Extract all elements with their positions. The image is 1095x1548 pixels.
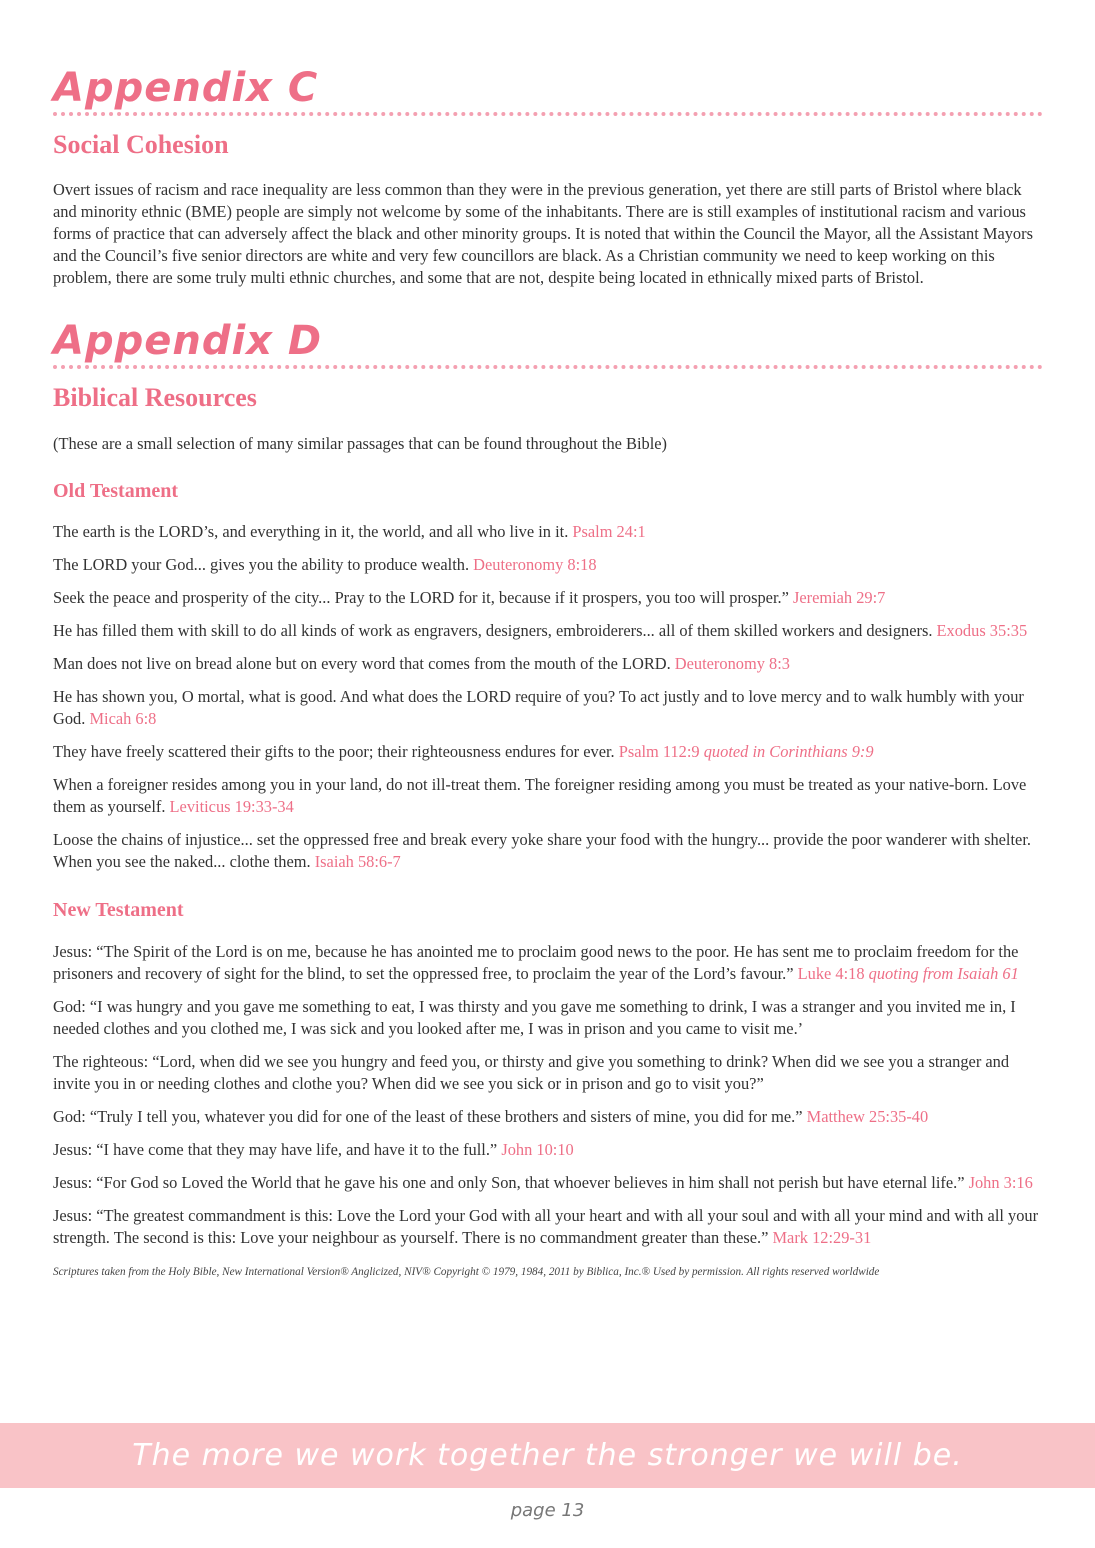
list-item <box>53 1205 1043 1249</box>
verse-reference: Psalm 112:9 <box>618 742 700 761</box>
biblical-resources-intro: (These are a small selection of many similar passages that can be found throughout the Bible) <box>53 434 668 453</box>
verse-text: Seek the peace and prosperity of the city... Pray to the LORD for it, because if it prospers, you too will prosper.” <box>53 588 793 607</box>
verse-text: The righteous: “Lord, when did we see you hungry and feed you, or thirsty and give you something to drink? When did we see you a stranger and invite you in or needing clothes and clothe you? When did we see you sick or in prison and go to visit you?” <box>53 1052 1010 1093</box>
list-item <box>53 941 1043 985</box>
appendix-d-title: Appendix D <box>53 318 323 364</box>
appendix-d-divider <box>53 365 1043 369</box>
verse-reference: Isaiah 58:6-7 <box>314 852 401 871</box>
verse-reference: Jeremiah 29:7 <box>792 588 886 607</box>
verse-reference: John 10:10 <box>501 1140 574 1159</box>
verse-reference: Deuteronomy 8:3 <box>674 654 790 673</box>
verse-reference: John 3:16 <box>968 1173 1033 1192</box>
verse-reference: Matthew 25:35-40 <box>806 1107 929 1126</box>
verse-note: quoted in Corinthians 9:9 <box>699 742 874 761</box>
verse-text: He has shown you, O mortal, what is good. And what does the LORD require of you? To act justly and to love mercy and to walk humbly with your God. <box>53 687 1024 728</box>
list-item <box>53 1106 1043 1128</box>
verse-text: Jesus: “I have come that they may have life, and have it to the full.” <box>53 1140 502 1159</box>
list-item <box>53 774 1043 818</box>
verse-text: The LORD your God... gives you the ability to produce wealth. <box>53 555 474 574</box>
old-testament-list <box>53 521 1043 873</box>
verse-reference: Mark 12:29-31 <box>772 1228 872 1247</box>
social-cohesion-paragraph: Overt issues of racism and race inequality are less common than they were in the previous generation, yet there are still parts of Bristol where black and minority ethnic (BME) people are simply not welcome by some of the inhabitants. There are is still examples of institutional racism and various forms of practice that can adversely affect the black and other minority groups. It is noted that within the Council the Mayor, all the Assistant Mayors and the Council’s five senior directors are white and very few councillors are black. As a Christian community we need to keep working on this problem, there are some truly multi ethnic churches, and some that are not, despite being located in ethnically mixed parts of Bristol. <box>53 180 1033 287</box>
verse-reference: Micah 6:8 <box>89 709 157 728</box>
verse-text: Jesus: “For God so Loved the World that he gave his one and only Son, that whoever believes in him shall not perish but have eternal life.” <box>53 1173 969 1192</box>
verse-text: Loose the chains of injustice... set the oppressed free and break every yoke share your food with the hungry... provide the poor wanderer with shelter. When you see the naked... clothe them. <box>53 830 1031 871</box>
biblical-resources-heading: Biblical Resources <box>53 383 257 412</box>
old-testament-heading: Old Testament <box>53 480 179 502</box>
verse-reference: Exodus 35:35 <box>936 621 1028 640</box>
verse-text: He has filled them with skill to do all kinds of work as engravers, designers, embroiderers... all of them skilled workers and designers. <box>53 621 937 640</box>
copyright-notice: Scriptures taken from the Holy Bible, New International Version® Anglicized, NIV® Copyright © 1979, 1984, 2011 by Biblica, Inc.® Used by permission. All rights reserved worldwide <box>53 1266 880 1278</box>
list-item <box>53 653 1043 675</box>
verse-note: quoting from Isaiah 61 <box>864 964 1019 983</box>
banner-slogan: The more we work together the stronger we will be. <box>132 1438 963 1473</box>
verse-text: Man does not live on bread alone but on every word that comes from the mouth of the LORD. <box>53 654 675 673</box>
verse-reference: Psalm 24:1 <box>572 522 646 541</box>
new-testament-list <box>53 941 1043 1249</box>
verse-text: When a foreigner resides among you in your land, do not ill-treat them. The foreigner residing among you must be treated as your native-born. Love them as yourself. <box>53 775 1027 816</box>
list-item <box>53 829 1043 873</box>
new-testament-heading: New Testament <box>53 899 184 921</box>
list-item <box>53 1172 1043 1194</box>
list-item <box>53 554 1043 576</box>
list-item <box>53 1139 1043 1161</box>
verse-reference: Leviticus 19:33-34 <box>169 797 294 816</box>
list-item <box>53 741 1043 763</box>
list-item <box>53 996 1043 1040</box>
footer-banner <box>0 1423 1095 1488</box>
appendix-c-title: Appendix C <box>53 65 319 111</box>
list-item <box>53 521 1043 543</box>
verse-text: God: “Truly I tell you, whatever you did for one of the least of these brothers and sisters of mine, you did for me.” <box>53 1107 807 1126</box>
verse-text: They have freely scattered their gifts to the poor; their righteousness endures for ever. <box>53 742 619 761</box>
list-item <box>53 686 1043 730</box>
page-content <box>53 0 1043 1279</box>
verse-text: Jesus: “The greatest commandment is this: Love the Lord your God with all your heart and with all your soul and with all your mind and with all your strength. The second is this: Love your neighbour as yourself. There is no commandment greater than these.” <box>53 1206 1039 1247</box>
verse-reference: Deuteronomy 8:18 <box>473 555 597 574</box>
list-item <box>53 620 1043 642</box>
verse-reference: Luke 4:18 <box>797 964 865 983</box>
social-cohesion-heading: Social Cohesion <box>53 130 229 159</box>
list-item <box>53 1051 1043 1095</box>
verse-text: The earth is the LORD’s, and everything in it, the world, and all who live in it. <box>53 522 573 541</box>
verse-text: Jesus: “The Spirit of the Lord is on me, because he has anointed me to proclaim good news to the poor. He has sent me to proclaim freedom for the prisoners and recovery of sight for the blind, to set the oppressed free, to proclaim the year of the Lord’s favour.” <box>53 942 1019 983</box>
list-item <box>53 587 1043 609</box>
page-number: page 13 <box>510 1500 585 1521</box>
appendix-c-divider <box>53 112 1043 116</box>
verse-text: God: “I was hungry and you gave me something to eat, I was thirsty and you gave me something to drink, I was a stranger and you invited me in, I needed clothes and you clothed me, I was sick and you looked after me, I was in prison and you came to visit me.’ <box>53 997 1016 1038</box>
